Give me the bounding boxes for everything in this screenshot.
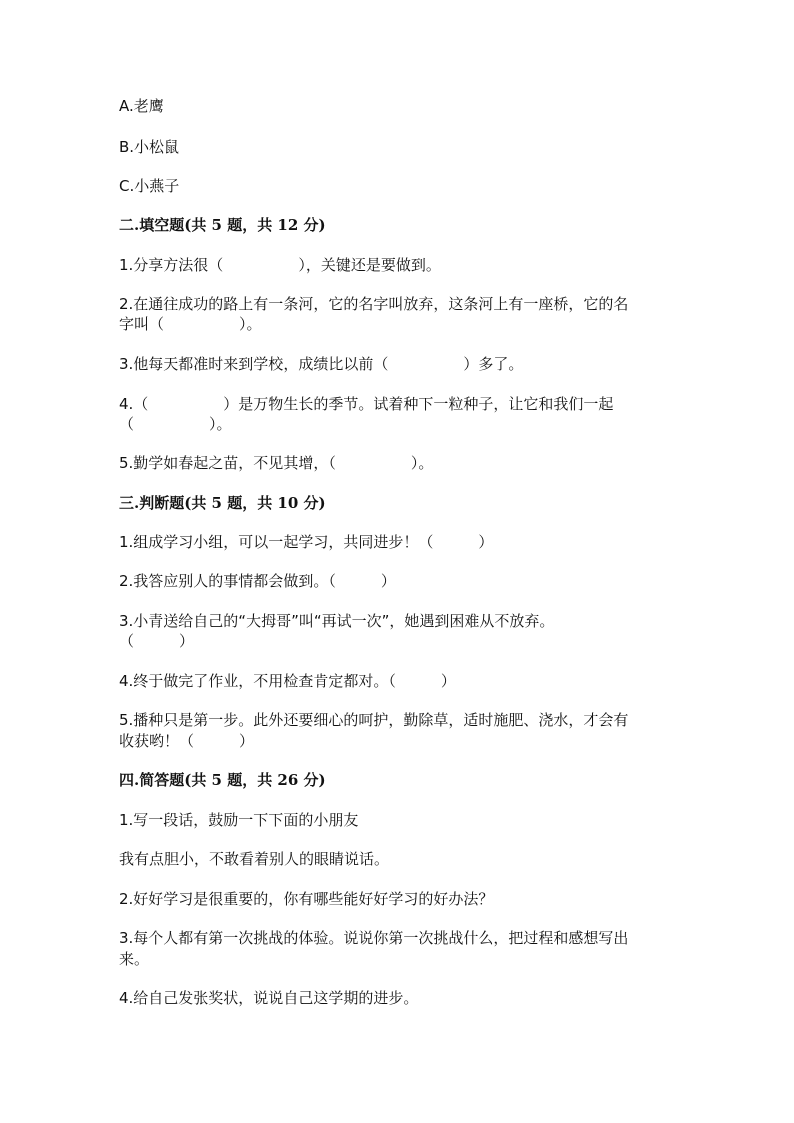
fill-blank-question-4: 4.（ ）是万物生长的季节。试着种下一粒种子，让它和我们一起 [119,395,614,413]
short-answer-question-1: 1.写一段话，鼓励一下下面的小朋友 [119,811,359,829]
true-false-question-5: 5.播种只是第一步。此外还要细心的呵护，勤除草，适时施肥、浇水，才会有 [119,711,629,729]
fill-blank-question-2-cont: 字叫（ ）。 [119,315,262,333]
short-answer-question-3-cont: 来。 [119,950,150,968]
true-false-question-5-cont: 收获哟！（ ） [119,732,255,750]
section-heading-fill-blank: 二.填空题(共 5 题，共 12 分) [119,216,326,234]
fill-blank-question-2: 2.在通往成功的路上有一条河，它的名字叫放弃，这条河上有一座桥，它的名 [119,295,629,313]
short-answer-question-3: 3.每个人都有第一次挑战的体验。说说你第一次挑战什么，把过程和感想写出 [119,929,629,947]
fill-blank-question-4-cont: （ ）。 [119,415,232,433]
true-false-question-4: 4.终于做完了作业，不用检查肯定都对。（ ） [119,672,456,690]
fill-blank-question-3: 3.他每天都准时来到学校，成绩比以前（ ）多了。 [119,355,524,373]
fill-blank-question-5: 5.勤学如春起之苗，不见其增，（ ）。 [119,454,434,472]
option-b: B.小松鼠 [119,138,180,156]
option-a: A.老鹰 [119,97,164,115]
true-false-question-3-cont: （ ） [119,632,195,650]
short-answer-question-2: 2.好好学习是很重要的，你有哪些能好好学习的好办法？ [119,890,494,908]
option-c: C.小燕子 [119,177,180,195]
short-answer-question-4: 4.给自己发张奖状，说说自己这学期的进步。 [119,989,419,1007]
true-false-question-1: 1.组成学习小组，可以一起学习，共同进步！（ ） [119,533,494,551]
true-false-question-3: 3.小青送给自己的“大拇哥”叫“再试一次”，她遇到困难从不放弃。 [119,612,555,630]
section-heading-true-false: 三.判断题(共 5 题，共 10 分) [119,494,326,512]
fill-blank-question-1: 1.分享方法很（ ），关键还是要做到。 [119,256,441,274]
section-heading-short-answer: 四.简答题(共 5 题，共 26 分) [119,771,326,789]
true-false-question-2: 2.我答应别人的事情都会做到。（ ） [119,572,396,590]
short-answer-question-1-prompt: 我有点胆小，不敢看着别人的眼睛说话。 [119,850,390,868]
